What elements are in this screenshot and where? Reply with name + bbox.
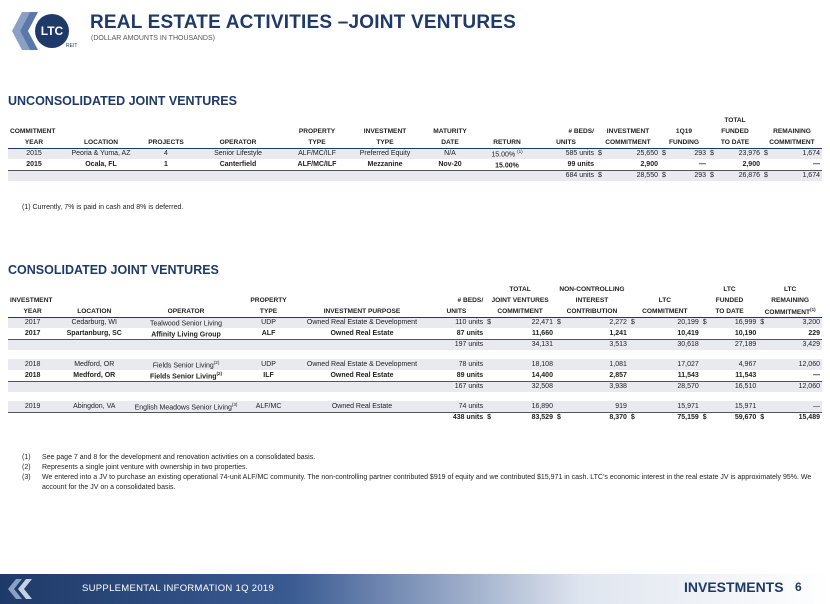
cj-purpose: Owned Real Estate bbox=[330, 371, 394, 379]
uj-projects: 1 bbox=[164, 160, 168, 168]
uj-total-funding-val: 293 bbox=[694, 172, 706, 180]
table-row bbox=[8, 412, 822, 423]
cj-nci bbox=[555, 328, 629, 339]
uj-h-funded: FUNDED bbox=[721, 128, 749, 135]
uj-h-remaining2: COMMITMENT bbox=[762, 137, 822, 148]
cj-funded-val: 15,971 bbox=[734, 402, 757, 410]
cj-ltc-commitment-val: 15,971 bbox=[677, 402, 699, 410]
uj-header-top bbox=[8, 115, 822, 126]
uj-funded-val: 2,900 bbox=[742, 160, 760, 168]
page-subtitle: (DOLLAR AMOUNTS IN THOUSANDS) bbox=[91, 35, 215, 42]
cj-type: ILF bbox=[263, 371, 274, 379]
uj-total-commitment-sym: $ bbox=[598, 172, 602, 180]
table-row bbox=[8, 328, 822, 339]
footnote-text: Represents a single joint venture with ownership in two properties. bbox=[42, 464, 248, 471]
cj-ltc-commitment-sym: $ bbox=[630, 414, 635, 422]
uj-investment-type: Preferred Equity bbox=[348, 148, 422, 159]
cj-h-location: LOCATION bbox=[57, 306, 131, 317]
cj-operator-note: (3) bbox=[231, 401, 238, 407]
cj-year: 2018 bbox=[8, 359, 57, 370]
uj-h-inv-type: TYPE bbox=[348, 137, 422, 148]
cj-nci bbox=[555, 401, 629, 412]
cj-ltc-commitment-val: 20,199 bbox=[677, 319, 699, 327]
uj-total-funding bbox=[660, 170, 708, 181]
cj-jv-commitment bbox=[485, 359, 555, 370]
cj-units: 167 units bbox=[428, 381, 485, 392]
ltc-logo bbox=[8, 6, 80, 56]
cj-jv-commitment-val: 18,108 bbox=[531, 361, 553, 368]
cj-h-units: UNITS bbox=[428, 306, 485, 317]
uj-h-1q19: 1Q19 bbox=[675, 128, 693, 135]
uj-h-funding: FUNDING bbox=[660, 137, 708, 148]
cj-remaining-val: 3,429 bbox=[802, 341, 820, 349]
page-number: 6 bbox=[795, 580, 802, 594]
uj-remaining bbox=[762, 159, 822, 170]
cj-funded bbox=[701, 412, 758, 423]
cj-h-ltc-commitment: COMMITMENT bbox=[629, 306, 701, 317]
cj-nci bbox=[555, 412, 629, 423]
uj-funding-val: 293 bbox=[694, 150, 706, 158]
logo-subtext: REIT bbox=[66, 43, 78, 49]
cj-remaining bbox=[758, 401, 822, 412]
uj-h-investment: INVESTMENT bbox=[363, 128, 407, 135]
cj-year bbox=[8, 412, 57, 423]
cj-h-contribution: CONTRIBUTION bbox=[555, 306, 629, 317]
uj-maturity: Nov-20 bbox=[438, 160, 462, 168]
cj-nci-val: 1,081 bbox=[609, 361, 627, 368]
cj-location bbox=[57, 339, 131, 350]
cj-operator bbox=[131, 412, 241, 423]
cj-remaining-sym: $ bbox=[760, 414, 765, 422]
cj-location: Spartanburg, SC bbox=[66, 329, 122, 337]
cj-h-to-date: TO DATE bbox=[701, 306, 758, 317]
cj-h-remaining2 bbox=[758, 306, 822, 317]
cj-ltc-commitment bbox=[629, 317, 701, 328]
cj-remaining bbox=[758, 381, 822, 392]
cj-units: 87 units bbox=[456, 329, 484, 337]
uj-return-note: (1) bbox=[517, 149, 523, 155]
cj-funded-val: 16,999 bbox=[734, 319, 757, 327]
cj-nci-sym: $ bbox=[556, 414, 561, 422]
cj-nci-val: 2,272 bbox=[609, 319, 627, 327]
cj-type bbox=[241, 412, 296, 423]
uj-h-total: TOTAL bbox=[724, 117, 746, 124]
cj-funded-val: 59,670 bbox=[734, 414, 757, 422]
footnote-text: We entered into a JV to purchase an existing operational 74-unit ALF/MC community. The non-controlling partner contributed $919 of equity and we contributed $15,971 in cash. LTC’s economic interest in the real estate JV is approximately 95%. We account for the JV on a consolidated basis. bbox=[42, 474, 812, 491]
uj-h-to-date: TO DATE bbox=[708, 137, 762, 148]
cj-location: Medford, OR bbox=[73, 371, 116, 379]
cj-nci-val: 3,938 bbox=[609, 383, 627, 391]
cj-remaining-val: 12,060 bbox=[798, 383, 820, 391]
uj-commitment-sym: $ bbox=[598, 150, 602, 158]
uj-total-funding-sym: $ bbox=[662, 172, 666, 180]
cj-type: ALF bbox=[261, 329, 276, 337]
uj-funding bbox=[660, 159, 708, 170]
cj-year bbox=[8, 339, 57, 350]
cj-funded bbox=[701, 381, 758, 392]
cj-ltc-commitment bbox=[629, 412, 701, 423]
uj-total-remaining bbox=[762, 170, 822, 181]
cj-h-remaining-label: COMMITMENT bbox=[764, 308, 811, 316]
uj-total-remaining-sym: $ bbox=[764, 172, 768, 180]
uj-remaining-val: — bbox=[813, 160, 820, 168]
uj-h-date: DATE bbox=[422, 137, 478, 148]
cj-remaining-val: — bbox=[813, 402, 820, 410]
cj-operator bbox=[131, 381, 241, 392]
cj-jv-commitment-val: 14,400 bbox=[531, 371, 553, 379]
cj-operator bbox=[131, 317, 241, 328]
cj-operator-name: English Meadows Senior Living bbox=[134, 403, 232, 411]
cj-units: 110 units bbox=[428, 317, 485, 328]
footer-section: INVESTMENTS bbox=[684, 579, 784, 595]
consolidated-section-title: CONSOLIDATED JOINT VENTURES bbox=[8, 263, 219, 277]
uj-funding-val: — bbox=[699, 160, 706, 168]
cj-h-total: TOTAL bbox=[509, 286, 531, 293]
unconsolidated-footnote: (1) Currently, 7% is paid in cash and 8% is deferred. bbox=[22, 204, 184, 211]
cj-h-purpose: INVESTMENT PURPOSE bbox=[296, 306, 427, 317]
cj-operator-name: Tealwood Senior Living bbox=[150, 320, 223, 328]
cj-header-bot bbox=[8, 306, 822, 317]
cj-funded-val: 10,190 bbox=[734, 329, 757, 337]
cj-purpose: Owned Real Estate bbox=[330, 329, 394, 337]
uj-funding-sym: $ bbox=[662, 150, 666, 158]
cj-units: 197 units bbox=[428, 339, 485, 350]
uj-total-funded-sym: $ bbox=[710, 172, 714, 180]
cj-ltc-commitment bbox=[629, 370, 701, 381]
cj-year: 2019 bbox=[8, 401, 57, 412]
cj-jv-commitment-sym: $ bbox=[487, 414, 492, 422]
cj-location: Abingdon, VA bbox=[57, 401, 131, 412]
cj-location: Cedarburg, WI bbox=[57, 317, 131, 328]
footnote-num: (3) bbox=[22, 474, 31, 481]
cj-operator-name: Affinity Living Group bbox=[151, 330, 221, 338]
footnote-text: See page 7 and 8 for the development and renovation activities on a consolidated basis. bbox=[42, 454, 316, 461]
uj-property-type: ALF/MC/ILF bbox=[297, 160, 337, 168]
table-row bbox=[8, 401, 822, 412]
cj-ltc-commitment bbox=[629, 381, 701, 392]
cj-funded bbox=[701, 317, 758, 328]
uj-total-commitment bbox=[596, 170, 660, 181]
cj-units: 89 units bbox=[456, 371, 484, 379]
chevron-icon bbox=[6, 577, 56, 601]
cj-purpose: Owned Real Estate & Development bbox=[296, 317, 427, 328]
cj-funded bbox=[701, 328, 758, 339]
cj-purpose bbox=[296, 381, 427, 392]
cj-nci-val: 2,857 bbox=[609, 371, 627, 379]
cj-funded bbox=[701, 401, 758, 412]
uj-total-remaining-val: 1,674 bbox=[802, 172, 820, 180]
cj-remaining bbox=[758, 317, 822, 328]
uj-commitment bbox=[596, 148, 660, 159]
cj-remaining-val: 229 bbox=[808, 329, 820, 337]
uj-commitment bbox=[596, 159, 660, 170]
table-row bbox=[8, 148, 822, 159]
cj-jv-commitment bbox=[485, 401, 555, 412]
logo-text: LTC bbox=[40, 24, 64, 38]
cj-remaining bbox=[758, 359, 822, 370]
table-row bbox=[8, 339, 822, 350]
cj-operator-name: Fields Senior Living bbox=[152, 362, 214, 370]
cj-purpose: Owned Real Estate bbox=[296, 401, 427, 412]
uj-funded-sym: $ bbox=[710, 150, 714, 158]
page-title: REAL ESTATE ACTIVITIES –JOINT VENTURES bbox=[90, 12, 517, 33]
cj-year: 2017 bbox=[24, 329, 41, 337]
uj-h-projects: PROJECTS bbox=[142, 137, 190, 148]
uj-total-units: 684 units bbox=[536, 170, 596, 181]
cj-operator bbox=[131, 328, 241, 339]
cj-jv-commitment bbox=[485, 381, 555, 392]
cj-nci-val: 1,241 bbox=[609, 329, 627, 337]
cj-ltc-commitment bbox=[629, 328, 701, 339]
cj-h-remaining-note: (1) bbox=[810, 306, 816, 312]
cj-funded-val: 4,967 bbox=[738, 361, 757, 368]
cj-ltc-commitment-val: 28,570 bbox=[677, 383, 699, 391]
uj-h-year: YEAR bbox=[8, 137, 60, 148]
footnote-item bbox=[22, 453, 812, 463]
consolidated-table bbox=[8, 284, 822, 423]
uj-header-mid bbox=[8, 126, 822, 137]
cj-ltc-commitment-val: 10,419 bbox=[677, 329, 699, 337]
cj-jv-commitment bbox=[485, 370, 555, 381]
cj-type: UDP bbox=[241, 317, 296, 328]
uj-units: 99 units bbox=[567, 160, 594, 168]
cj-h-beds: # BEDS/ bbox=[457, 297, 484, 304]
spacer-row bbox=[8, 350, 822, 359]
cj-header-top bbox=[8, 284, 822, 295]
cj-funded-sym: $ bbox=[702, 414, 707, 422]
uj-funded bbox=[708, 148, 762, 159]
uj-funded bbox=[708, 159, 762, 170]
unconsolidated-section-title: UNCONSOLIDATED JOINT VENTURES bbox=[8, 94, 237, 108]
cj-funded-val: 27,189 bbox=[734, 341, 757, 349]
cj-units: 74 units bbox=[428, 401, 485, 412]
cj-h-year: YEAR bbox=[8, 306, 57, 317]
cj-h-property: PROPERTY bbox=[250, 297, 287, 304]
uj-h-operator: OPERATOR bbox=[190, 137, 286, 148]
cj-remaining bbox=[758, 370, 822, 381]
cj-operator-note: (2) bbox=[213, 359, 220, 365]
uj-location: Ocala, FL bbox=[85, 160, 117, 168]
uj-h-units: UNITS bbox=[536, 137, 596, 148]
cj-purpose bbox=[296, 412, 427, 423]
cj-jv-commitment bbox=[485, 317, 555, 328]
cj-operator bbox=[131, 359, 241, 370]
cj-nci bbox=[555, 370, 629, 381]
cj-h-ltc1: LTC bbox=[723, 286, 736, 293]
cj-jv-commitment-val: 11,660 bbox=[531, 329, 553, 337]
uj-total-row bbox=[8, 170, 822, 181]
cj-h-remaining: REMAINING bbox=[771, 297, 809, 304]
spacer-row bbox=[8, 392, 822, 401]
cj-jv-commitment-val: 22,471 bbox=[531, 319, 553, 327]
uj-return-val: 15.00% bbox=[495, 161, 519, 169]
cj-nci bbox=[555, 359, 629, 370]
cj-jv-commitment-val: 16,890 bbox=[531, 402, 553, 410]
cj-remaining bbox=[758, 328, 822, 339]
cj-ltc-commitment bbox=[629, 339, 701, 350]
uj-year: 2015 bbox=[8, 148, 60, 159]
cj-operator-name: Fields Senior Living bbox=[150, 372, 217, 380]
cj-funded-val: 16,510 bbox=[734, 383, 757, 391]
cj-h-operator: OPERATOR bbox=[131, 306, 241, 317]
uj-h-commitment: COMMITMENT bbox=[10, 128, 56, 135]
cj-location bbox=[57, 412, 131, 423]
uj-funded-val: 23,976 bbox=[738, 150, 760, 158]
cj-remaining-val: 3,200 bbox=[802, 319, 820, 327]
footer-text: SUPPLEMENTAL INFORMATION 1Q 2019 bbox=[82, 583, 275, 594]
uj-commitment-val: 25,650 bbox=[636, 150, 658, 158]
cj-h-interest: INTEREST bbox=[575, 297, 609, 304]
uj-h-return: RETURN bbox=[478, 137, 536, 148]
uj-return bbox=[478, 159, 536, 170]
cj-purpose: Owned Real Estate & Development bbox=[296, 359, 427, 370]
cj-type: UDP bbox=[241, 359, 296, 370]
table-row bbox=[8, 159, 822, 170]
cj-h-investment: INVESTMENT bbox=[10, 297, 53, 304]
uj-maturity: N/A bbox=[422, 148, 478, 159]
cj-operator bbox=[131, 339, 241, 350]
cj-ltc-commitment-val: 75,159 bbox=[677, 414, 699, 422]
uj-units: 585 units bbox=[536, 148, 596, 159]
cj-nci-val: 3,513 bbox=[609, 341, 627, 349]
cj-nci bbox=[555, 339, 629, 350]
table-row bbox=[8, 370, 822, 381]
uj-total-funded bbox=[708, 170, 762, 181]
footnote-num: (1) bbox=[22, 454, 31, 461]
cj-ltc-commitment bbox=[629, 359, 701, 370]
uj-h-type: TYPE bbox=[286, 137, 348, 148]
cj-funded-val: 11,543 bbox=[735, 371, 757, 379]
uj-commitment-val: 2,900 bbox=[640, 160, 658, 168]
cj-nci-val: 919 bbox=[615, 402, 627, 410]
uj-remaining-sym: $ bbox=[764, 150, 768, 158]
cj-jv-commitment-val: 34,131 bbox=[531, 341, 553, 349]
cj-ltc-commitment-val: 11,543 bbox=[677, 371, 699, 379]
table-row bbox=[8, 359, 822, 370]
footnote-item bbox=[22, 473, 812, 493]
cj-h-funded: FUNDED bbox=[715, 297, 744, 304]
cj-units: 78 units bbox=[428, 359, 485, 370]
uj-total-funded-val: 26,876 bbox=[738, 172, 760, 180]
cj-remaining-val: 15,489 bbox=[798, 414, 820, 422]
cj-nci-sym: $ bbox=[556, 319, 561, 327]
uj-h-beds: # BEDS/ bbox=[568, 128, 594, 135]
cj-type: ALF/MC bbox=[241, 401, 296, 412]
cj-jv-commitment bbox=[485, 339, 555, 350]
cj-jv-commitment-val: 32,508 bbox=[531, 383, 553, 391]
cj-year: 2017 bbox=[8, 317, 57, 328]
cj-operator bbox=[131, 370, 241, 381]
cj-h-commitment: COMMITMENT bbox=[485, 306, 555, 317]
cj-funded-sym: $ bbox=[702, 319, 707, 327]
uj-operator: Canterfield bbox=[219, 160, 257, 168]
cj-h-jv: JOINT VENTURES bbox=[491, 297, 549, 304]
uj-property-type: ALF/MC/ILF bbox=[286, 148, 348, 159]
cj-h-nci: NON-CONTROLLING bbox=[559, 286, 625, 293]
uj-h-property: PROPERTY bbox=[298, 128, 336, 135]
uj-h-inv-commitment: INVESTMENT bbox=[606, 128, 650, 135]
cj-funded bbox=[701, 359, 758, 370]
cj-location: Medford, OR bbox=[57, 359, 131, 370]
uj-year: 2015 bbox=[26, 160, 42, 168]
cj-jv-commitment bbox=[485, 328, 555, 339]
cj-nci-val: 8,370 bbox=[609, 414, 627, 422]
uj-remaining bbox=[762, 148, 822, 159]
cj-purpose bbox=[296, 339, 427, 350]
cj-operator-note: (2) bbox=[216, 370, 223, 376]
cj-location bbox=[57, 381, 131, 392]
table-row bbox=[8, 381, 822, 392]
cj-units: 438 units bbox=[428, 412, 485, 423]
cj-year bbox=[8, 381, 57, 392]
uj-return-val: 15.00% bbox=[491, 151, 516, 159]
uj-h-location: LOCATION bbox=[60, 137, 142, 148]
table-row bbox=[8, 317, 822, 328]
cj-h-ltc: LTC bbox=[658, 297, 671, 304]
cj-h-type: TYPE bbox=[241, 306, 296, 317]
cj-funded bbox=[701, 370, 758, 381]
uj-return bbox=[478, 148, 536, 159]
cj-jv-commitment bbox=[485, 412, 555, 423]
cj-operator bbox=[131, 401, 241, 412]
unconsolidated-table bbox=[8, 115, 822, 181]
cj-ltc-commitment-sym: $ bbox=[630, 319, 635, 327]
uj-investment-type: Mezzanine bbox=[367, 160, 403, 168]
cj-header-mid bbox=[8, 295, 822, 306]
cj-funded bbox=[701, 339, 758, 350]
uj-location: Peoria & Yuma, AZ bbox=[60, 148, 142, 159]
uj-h-maturity: MATURITY bbox=[433, 128, 467, 135]
cj-nci bbox=[555, 317, 629, 328]
cj-remaining bbox=[758, 339, 822, 350]
footnote-num: (2) bbox=[22, 464, 31, 471]
cj-jv-commitment-val: 83,529 bbox=[531, 414, 553, 422]
cj-nci bbox=[555, 381, 629, 392]
uj-h-commitment2: COMMITMENT bbox=[596, 137, 660, 148]
cj-ltc-commitment-val: 30,618 bbox=[677, 341, 699, 349]
cj-year: 2018 bbox=[24, 371, 41, 379]
uj-funding bbox=[660, 148, 708, 159]
uj-projects: 4 bbox=[142, 148, 190, 159]
footer-bar bbox=[0, 574, 830, 604]
cj-type bbox=[241, 381, 296, 392]
cj-ltc-commitment-val: 17,027 bbox=[677, 361, 699, 368]
uj-h-remaining: REMAINING bbox=[773, 128, 811, 135]
uj-header-bot bbox=[8, 137, 822, 148]
cj-type bbox=[241, 339, 296, 350]
cj-ltc-commitment bbox=[629, 401, 701, 412]
cj-remaining bbox=[758, 412, 822, 423]
uj-total-commitment-val: 28,550 bbox=[636, 172, 658, 180]
cj-remaining-val: — bbox=[813, 371, 820, 379]
cj-remaining-val: 12,060 bbox=[798, 361, 820, 368]
consolidated-footnotes bbox=[22, 453, 812, 493]
cj-remaining-sym: $ bbox=[760, 319, 765, 327]
cj-h-ltc2: LTC bbox=[783, 286, 797, 293]
uj-operator: Senior Lifestyle bbox=[190, 148, 286, 159]
footnote-item bbox=[22, 463, 812, 473]
cj-jv-commitment-sym: $ bbox=[487, 319, 492, 327]
uj-remaining-val: 1,674 bbox=[802, 150, 820, 158]
